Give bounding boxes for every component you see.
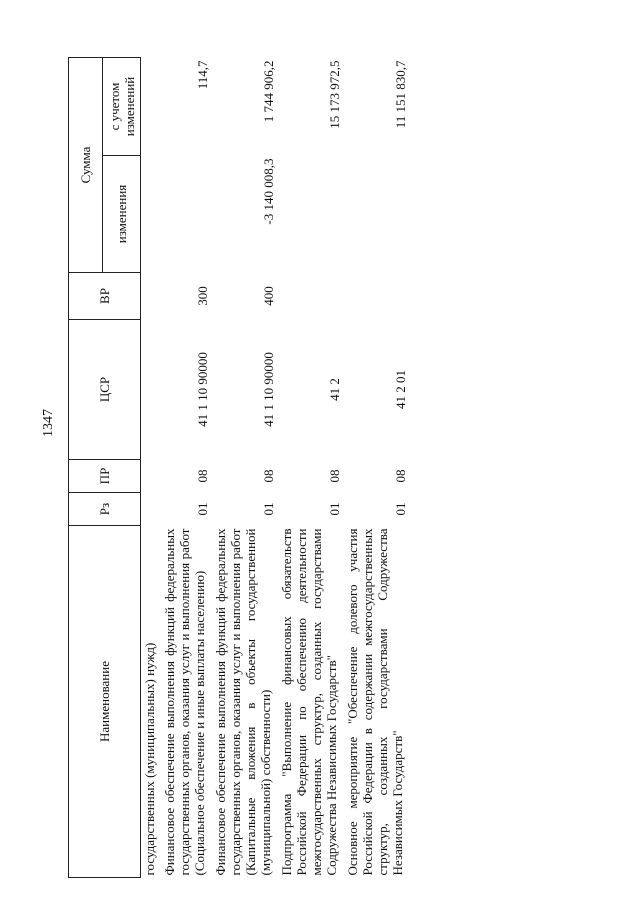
- row-changes: [276, 156, 342, 273]
- header-name: Наименование: [69, 526, 141, 878]
- header-rz: Рз: [69, 493, 141, 526]
- row-changes: [342, 156, 408, 273]
- row-with-changes: 11 151 830,7: [393, 60, 408, 129]
- header-with-changes: с учетом изменений: [103, 58, 141, 156]
- row-vr: 300: [195, 286, 210, 306]
- row-rz: 01: [261, 502, 276, 516]
- row-pr: 08: [261, 469, 276, 483]
- header-sum: Сумма: [69, 58, 103, 273]
- row-changes: -3 140 008,3: [261, 158, 276, 225]
- row-csr: 41 2: [327, 378, 342, 401]
- table-row: [210, 58, 276, 878]
- table-row: [342, 58, 408, 878]
- row-rz: 01: [393, 502, 408, 516]
- header-pr: ПР: [69, 460, 141, 493]
- header-changes: изменения: [103, 156, 141, 273]
- table-row: [159, 58, 210, 878]
- continuation-row: [141, 58, 160, 878]
- row-vr: [276, 273, 342, 320]
- continuation-text: государственных (муниципальных) нужд): [142, 642, 157, 876]
- row-vr: [342, 273, 408, 320]
- row-with-changes: 1 744 906,2: [261, 60, 276, 123]
- row-csr: 41 1 10 90000: [261, 352, 276, 427]
- budget-table: [68, 57, 408, 878]
- page-number: 1347: [41, 409, 56, 437]
- row-name: Финансовое обеспечение выполнения функций федеральных государственных органов, оказания услуг и выполнения работ (Капитальные вложения в объекты государственной (муниципальной) собственности): [213, 528, 273, 876]
- row-pr: 08: [327, 469, 342, 483]
- row-with-changes: 114,7: [195, 60, 210, 90]
- row-pr: 08: [195, 469, 210, 483]
- row-name: Подпрограмма "Выполнение финансовых обязательств Российской Федерации по обеспечению деятельности межгосударственных структур, созданных государствами Содружества Независимых Государств": [279, 528, 339, 876]
- row-name: Финансовое обеспечение выполнения функций федеральных государственных органов, оказания услуг и выполнения работ (Социальное обеспечение и иные выплаты населению): [162, 528, 207, 876]
- row-csr: 41 2 01: [393, 370, 408, 409]
- header-vr: ВР: [69, 273, 141, 320]
- table-row: [276, 58, 342, 878]
- row-name: Основное мероприятие "Обеспечение долевого участия Российской Федерации в содержании межгосударственных структур, созданных государствами Содружества Независимых Государств": [345, 528, 405, 876]
- rotated-page-content: [68, 58, 584, 878]
- row-rz: 01: [195, 502, 210, 516]
- row-vr: 400: [261, 286, 276, 306]
- header-csr: ЦСР: [69, 320, 141, 460]
- row-with-changes: 15 173 972,5: [327, 60, 342, 129]
- row-csr: 41 1 10 90000: [195, 352, 210, 427]
- row-changes: [159, 156, 210, 273]
- row-pr: 08: [393, 469, 408, 483]
- row-rz: 01: [327, 502, 342, 516]
